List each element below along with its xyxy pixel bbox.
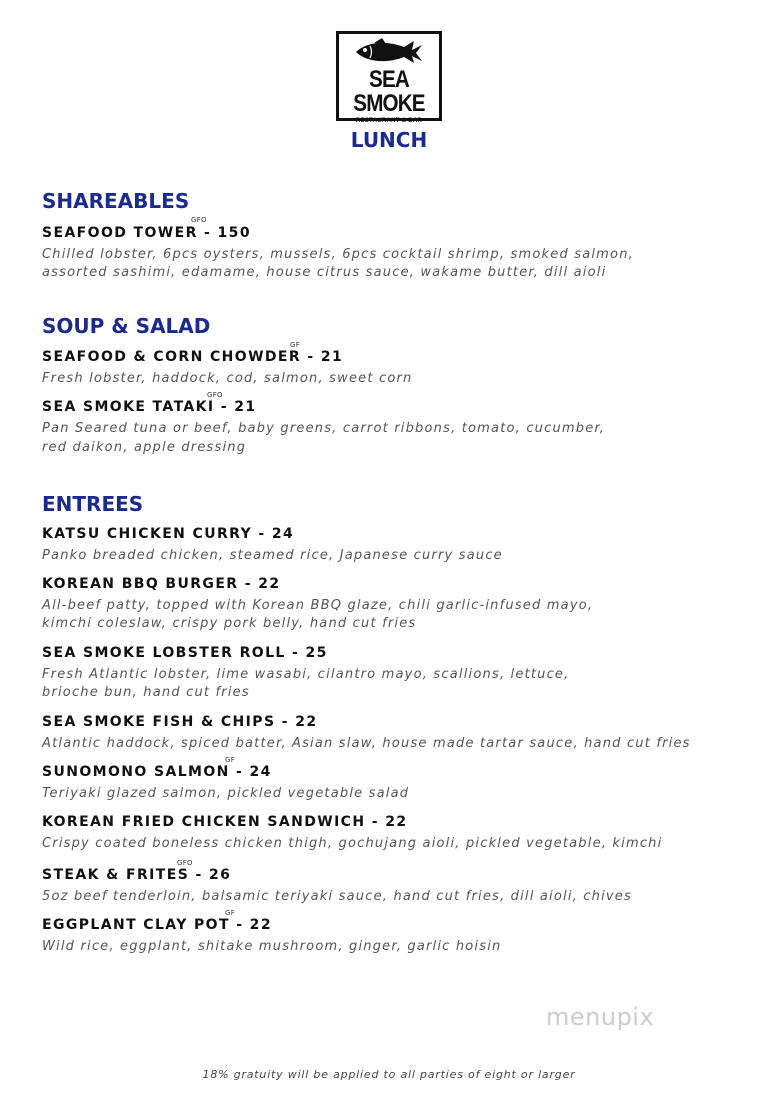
- item-name: SEA SMOKE FISH & CHIPS - 22: [42, 714, 318, 730]
- item-description-line: brioche bun, hand cut fries: [42, 685, 250, 700]
- item-name: SEAFOOD TOWER - 150: [42, 225, 251, 241]
- item-name: EGGPLANT CLAY POT - 22: [42, 917, 272, 933]
- dietary-tag: GF: [290, 341, 301, 349]
- item-description-line: Crispy coated boneless chicken thigh, gochujang aioli, pickled vegetable, kimchi: [42, 836, 663, 851]
- item-description-line: Panko breaded chicken, steamed rice, Japanese curry sauce: [42, 548, 503, 563]
- item-description-line: red daikon, apple dressing: [42, 440, 247, 455]
- item-description-line: Chilled lobster, 6pcs oysters, mussels, 6pcs cocktail shrimp, smoked salmon,: [42, 247, 634, 262]
- dietary-tag: GFO: [191, 216, 207, 224]
- item-description-line: Fresh lobster, haddock, cod, salmon, sweet corn: [42, 371, 413, 386]
- item-name: KOREAN FRIED CHICKEN SANDWICH - 22: [42, 814, 408, 830]
- item-name: SEAFOOD & CORN CHOWDER - 21: [42, 349, 344, 365]
- item-description-line: assorted sashimi, edamame, house citrus sauce, wakame butter, dill aioli: [42, 265, 607, 280]
- item-description-line: Pan Seared tuna or beef, baby greens, carrot ribbons, tomato, cucumber,: [42, 421, 606, 436]
- gratuity-note: 18% gratuity will be applied to all parties of eight or larger: [202, 1068, 576, 1081]
- item-description-line: kimchi coleslaw, crispy pork belly, hand cut fries: [42, 616, 417, 631]
- item-name: STEAK & FRITES - 26: [42, 867, 232, 883]
- dietary-tag: GF: [225, 909, 236, 917]
- item-description-line: Teriyaki glazed salmon, pickled vegetable salad: [42, 786, 410, 801]
- item-description-line: Fresh Atlantic lobster, lime wasabi, cilantro mayo, scallions, lettuce,: [42, 667, 570, 682]
- item-name: SUNOMONO SALMON - 24: [42, 764, 272, 780]
- menupix-watermark: menupix: [546, 1003, 655, 1031]
- dietary-tag: GF: [225, 756, 236, 764]
- logo-name: SEA SMOKE: [353, 66, 425, 117]
- item-name: SEA SMOKE TATAKI - 21: [42, 399, 257, 415]
- logo-subtitle: RESTAURANT & BAR: [355, 118, 423, 124]
- tuna-fish-icon: [352, 37, 426, 67]
- restaurant-logo: [336, 31, 442, 124]
- item-description-line: Wild rice, eggplant, shitake mushroom, ginger, garlic hoisin: [42, 939, 502, 954]
- section-title-entrees: ENTREES: [42, 492, 144, 516]
- item-name: KOREAN BBQ BURGER - 22: [42, 576, 281, 592]
- section-title-shareables: SHAREABLES: [42, 189, 190, 213]
- section-title-soup-salad: SOUP & SALAD: [42, 314, 211, 338]
- item-description-line: 5oz beef tenderloin, balsamic teriyaki sauce, hand cut fries, dill aioli, chives: [42, 889, 632, 904]
- item-description-line: Atlantic haddock, spiced batter, Asian slaw, house made tartar sauce, hand cut fries: [42, 736, 691, 751]
- item-name: KATSU CHICKEN CURRY - 24: [42, 526, 295, 542]
- menu-title: LUNCH: [350, 128, 428, 152]
- item-description-line: All-beef patty, topped with Korean BBQ glaze, chili garlic-infused mayo,: [42, 598, 594, 613]
- dietary-tag: GFO: [177, 859, 193, 867]
- dietary-tag: GFO: [207, 391, 223, 399]
- item-name: SEA SMOKE LOBSTER ROLL - 25: [42, 645, 328, 661]
